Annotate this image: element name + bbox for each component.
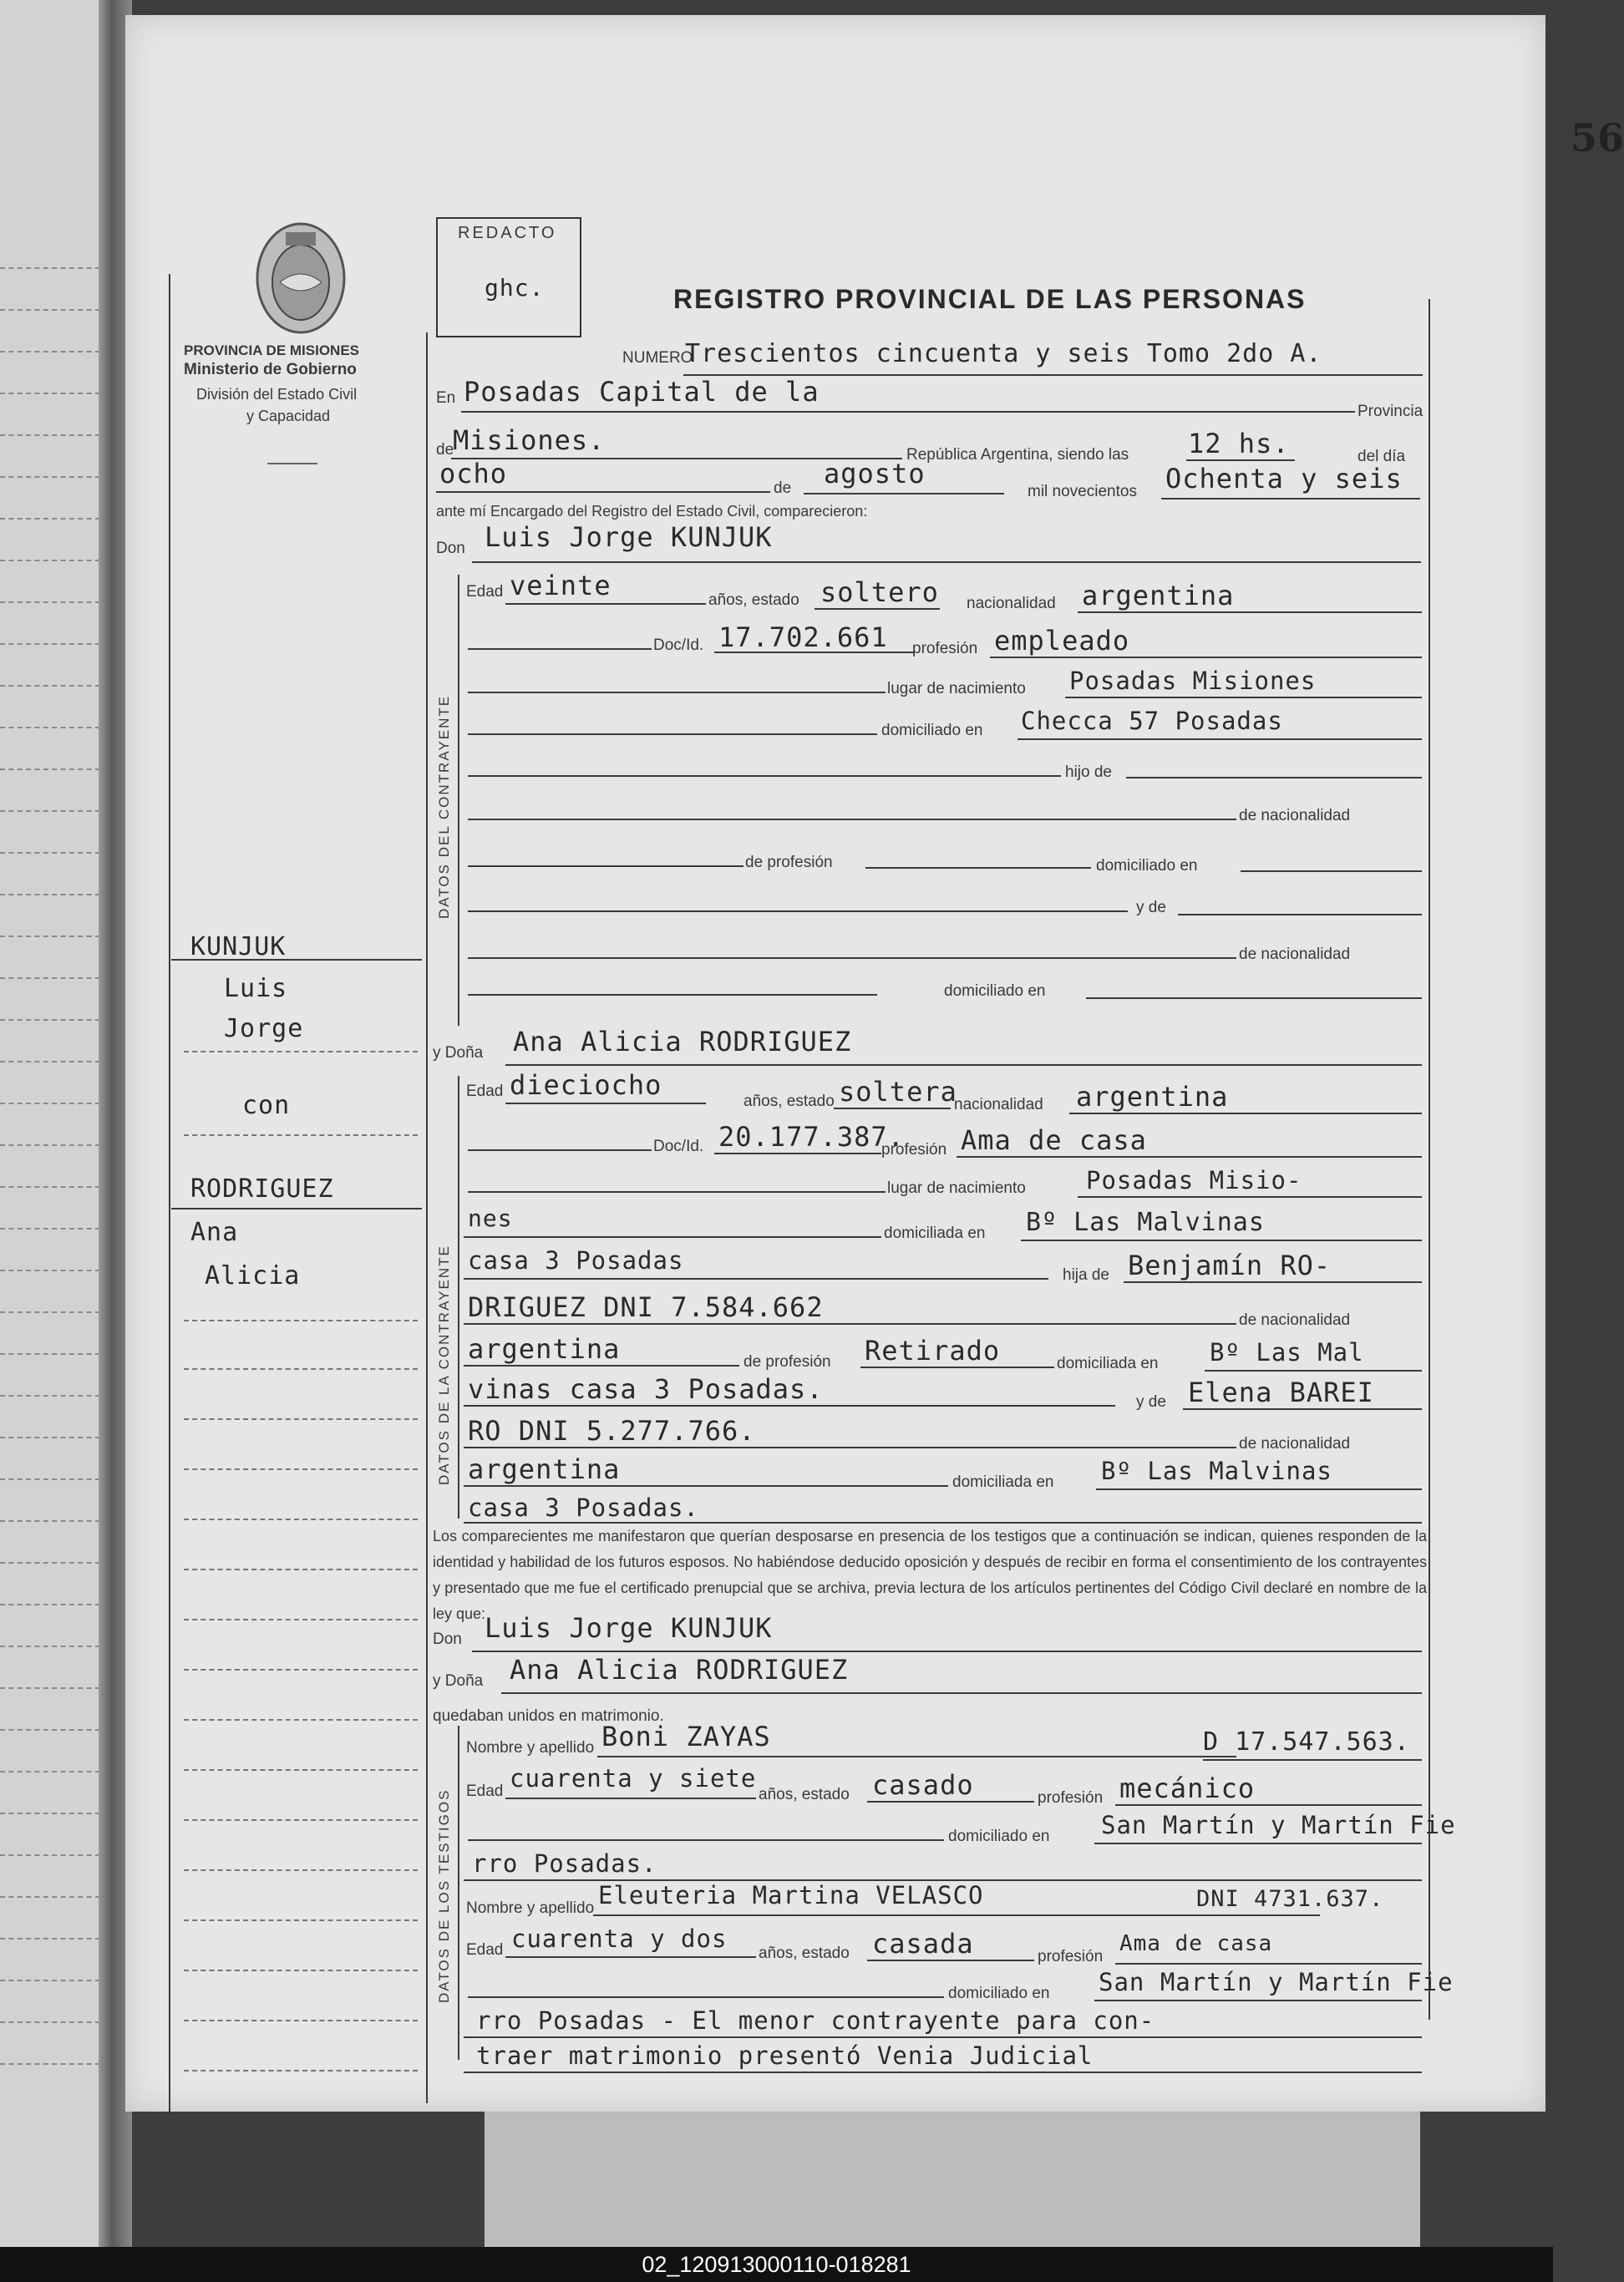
t2-edad-label: Edad xyxy=(466,1941,504,1959)
del-dia-label: del día xyxy=(1358,448,1406,465)
t1-edad-label: Edad xyxy=(466,1782,504,1800)
edad-value-2: dieciocho xyxy=(510,1069,662,1101)
domiciliado-label-1a: domiciliado en xyxy=(1096,857,1198,875)
seal-ministry: Ministerio de Gobierno xyxy=(184,361,357,378)
padre-nac: argentina xyxy=(468,1333,621,1365)
dom-value-2b: casa 3 Posadas xyxy=(468,1246,684,1275)
de-prof-label-2: de profesión xyxy=(743,1353,831,1371)
t2-nombre: Eleuteria Martina VELASCO xyxy=(598,1881,984,1909)
redacto-value: ghc. xyxy=(485,274,545,302)
t1-dom: San Martín y Martín Fie xyxy=(1101,1811,1456,1839)
dona-name: Ana Alicia RODRIGUEZ xyxy=(513,1026,852,1057)
page-underlay xyxy=(485,2105,1420,2247)
declaration-paragraph: Los comparecientes me manifestaron que querían desposarse en presencia de los testigos que a continuación se indican, quienes responden de la identidad y habilidad de los futuros esposos. No habiéndose deducido oposición y después de recibir en forma el consentimiento de los contrayentes y presentado que me fue el certificado prenupcial que se archiva, previa lectura de los artículos pertinentes del Código Civil declaré en nombre de la ley que: xyxy=(433,1528,1427,1622)
facing-page xyxy=(0,0,113,2247)
seal-emblem-icon xyxy=(251,216,351,341)
t1-dom-b: rro Posadas. xyxy=(472,1849,657,1878)
madre-value: Elena BAREI xyxy=(1188,1377,1374,1408)
domiciliado-label-1b: domiciliado en xyxy=(944,982,1046,1000)
madre-nac: argentina xyxy=(468,1453,621,1485)
union-dona: Ana Alicia RODRIGUEZ xyxy=(510,1654,849,1686)
dona-label: y Doña xyxy=(433,1044,484,1062)
page-title: REGISTRO PROVINCIAL DE LAS PERSONAS xyxy=(673,284,1307,314)
doc-label-2: Doc/Id. xyxy=(653,1138,704,1155)
t1-nombre-label: Nombre y apellido xyxy=(466,1739,595,1757)
don-name: Luis Jorge KUNJUK xyxy=(485,521,773,553)
y-de-label-2: y de xyxy=(1136,1393,1166,1411)
redacto-label: REDACTO xyxy=(458,224,557,242)
doc-label-1: Doc/Id. xyxy=(653,636,704,654)
t1-edad: cuarenta y siete xyxy=(510,1764,757,1793)
de-nac2-label-2: de nacionalidad xyxy=(1239,1435,1351,1453)
dom-value-2: Bº Las Malvinas xyxy=(1026,1208,1265,1237)
t2-prof: Ama de casa xyxy=(1119,1931,1273,1956)
t2-dom-c: traer matrimonio presentó Venia Judicial xyxy=(476,2041,1094,2070)
margin-name-1a: Luis xyxy=(224,974,288,1003)
side-testigos: DATOS DE LOS TESTIGOS xyxy=(436,1788,452,2003)
edad-label-2: Edad xyxy=(466,1083,504,1100)
t2-doc: DNI 4731.637. xyxy=(1196,1886,1384,1912)
dom-label-1: domiciliado en xyxy=(881,722,983,739)
register-page xyxy=(125,15,1624,2112)
t1-prof: mecánico xyxy=(1119,1772,1256,1804)
t2-prof-label: profesión xyxy=(1038,1948,1104,1965)
prof-label-1: profesión xyxy=(912,640,978,657)
doc-value-1: 17.702.661 xyxy=(718,621,888,653)
edad-label-1: Edad xyxy=(466,583,504,601)
t2-edad: cuarenta y dos xyxy=(511,1924,728,1953)
edad-value-1: veinte xyxy=(510,570,612,601)
t1-anos-label: años, estado xyxy=(759,1786,850,1803)
de-nac2-label-1: de nacionalidad xyxy=(1239,946,1351,963)
quedaban-text: quedaban unidos en matrimonio. xyxy=(433,1707,664,1725)
t2-dom-label: domiciliado en xyxy=(948,1985,1050,2002)
de-prof-label-1: de profesión xyxy=(745,854,833,871)
en-label: En xyxy=(436,389,456,407)
numero-label: NUMERO xyxy=(622,349,693,367)
seal-capacidad: y Capacidad xyxy=(246,408,331,424)
margin-surname-1: KUNJUK xyxy=(190,932,287,961)
republica-label: República Argentina, siendo las xyxy=(906,446,1129,464)
prof-value-2: Ama de casa xyxy=(961,1124,1147,1156)
union-dona-label: y Doña xyxy=(433,1672,484,1690)
estado-value-1: soltero xyxy=(820,576,939,608)
mes-value: agosto xyxy=(824,458,926,489)
t2-estado: casada xyxy=(872,1928,974,1960)
de-value: Misiones. xyxy=(453,424,606,456)
padre-prof: Retirado xyxy=(865,1335,1001,1367)
dia-value: ocho xyxy=(439,458,508,489)
nac-label-2: nacionalidad xyxy=(954,1096,1043,1113)
union-don-label: Don xyxy=(433,1630,462,1648)
t1-prof-label: profesión xyxy=(1038,1789,1104,1807)
madre-dom: Bº Las Malvinas xyxy=(1101,1457,1332,1485)
seal-division: División del Estado Civil xyxy=(196,386,358,403)
anos-label-2: años, estado xyxy=(743,1093,835,1110)
hijo-label-1: hijo de xyxy=(1065,763,1112,781)
lugar-value-2: Posadas Misio- xyxy=(1086,1166,1302,1194)
madre-value-b: RO DNI 5.277.766. xyxy=(468,1415,756,1447)
hora-value: 12 hs. xyxy=(1188,428,1290,459)
estado-value-2: soltera xyxy=(839,1076,957,1108)
t1-estado: casado xyxy=(872,1769,974,1801)
mil-label: mil novecientos xyxy=(1028,483,1137,500)
seal-province: PROVINCIA DE MISIONES xyxy=(184,342,360,358)
margin-name-1b: Jorge xyxy=(224,1014,304,1043)
dom-p-label: domiciliada en xyxy=(1057,1355,1159,1372)
anio-value: Ochenta y seis xyxy=(1165,463,1403,494)
hija-label-2: hija de xyxy=(1063,1266,1109,1284)
anos-label-1: años, estado xyxy=(708,591,799,609)
lugar-label-2: lugar de nacimiento xyxy=(887,1179,1026,1197)
union-don: Luis Jorge KUNJUK xyxy=(485,1612,773,1644)
lugar-label-1: lugar de nacimiento xyxy=(887,680,1026,697)
de-nac-label-1: de nacionalidad xyxy=(1239,807,1351,824)
nac-value-1: argentina xyxy=(1082,580,1235,611)
image-caption: 02_120913000110-018281 xyxy=(0,2247,1553,2282)
t1-nombre: Boni ZAYAS xyxy=(601,1721,771,1752)
padre-dom: Bº Las Mal xyxy=(1210,1338,1364,1367)
dom-label-2: domiciliada en xyxy=(884,1225,986,1242)
padre-dom-b: vinas casa 3 Posadas. xyxy=(468,1373,824,1405)
provincia-label: Provincia xyxy=(1358,403,1424,420)
t1-dom-label: domiciliado en xyxy=(948,1828,1050,1845)
margin-name-2b: Alicia xyxy=(205,1261,301,1291)
margin-name-2a: Ana xyxy=(190,1218,239,1247)
de-mes-label: de xyxy=(774,479,792,497)
nac-value-2: argentina xyxy=(1076,1081,1229,1113)
prof-label-2: profesión xyxy=(881,1141,947,1159)
ante-text: ante mí Encargado del Registro del Estado Civil, comparecieron: xyxy=(436,503,868,520)
don-label: Don xyxy=(436,540,465,557)
t2-nombre-label: Nombre y apellido xyxy=(466,1899,595,1917)
doc-value-2: 20.177.387. xyxy=(718,1121,905,1153)
padre-value: Benjamín RO- xyxy=(1128,1250,1332,1281)
t2-anos-label: años, estado xyxy=(759,1945,850,1962)
en-value: Posadas Capital de la xyxy=(464,376,820,408)
side-contrayente: DATOS DEL CONTRAYENTE xyxy=(436,694,452,919)
margin-con: con xyxy=(242,1091,291,1120)
margin-surname-2: RODRIGUEZ xyxy=(190,1174,334,1204)
numero-value: Trescientos cincuenta y seis Tomo 2do A. xyxy=(685,339,1322,368)
dom-value-1: Checca 57 Posadas xyxy=(1021,707,1283,735)
de-label: de xyxy=(436,441,454,459)
side-contrayente-2: DATOS DE LA CONTRAYENTE xyxy=(436,1245,452,1485)
t2-dom: San Martín y Martín Fie xyxy=(1099,1968,1454,1996)
dom-m-label: domiciliada en xyxy=(952,1473,1054,1491)
t2-dom-b: rro Posadas - El menor contrayente para con- xyxy=(476,2006,1155,2035)
lugar-value-1: Posadas Misiones xyxy=(1069,667,1317,695)
nac-label-1: nacionalidad xyxy=(967,595,1056,612)
t1-doc: D 17.547.563. xyxy=(1203,1727,1410,1757)
padre-value-b: DRIGUEZ DNI 7.584.662 xyxy=(468,1291,824,1323)
page-number: 56 xyxy=(1571,115,1624,160)
prof-value-1: empleado xyxy=(994,625,1130,657)
madre-dom-b: casa 3 Posadas. xyxy=(468,1493,699,1522)
de-nac-label-2: de nacionalidad xyxy=(1239,1311,1351,1329)
lugar-value-2b: nes xyxy=(468,1204,513,1232)
y-de-label-1: y de xyxy=(1136,899,1166,916)
